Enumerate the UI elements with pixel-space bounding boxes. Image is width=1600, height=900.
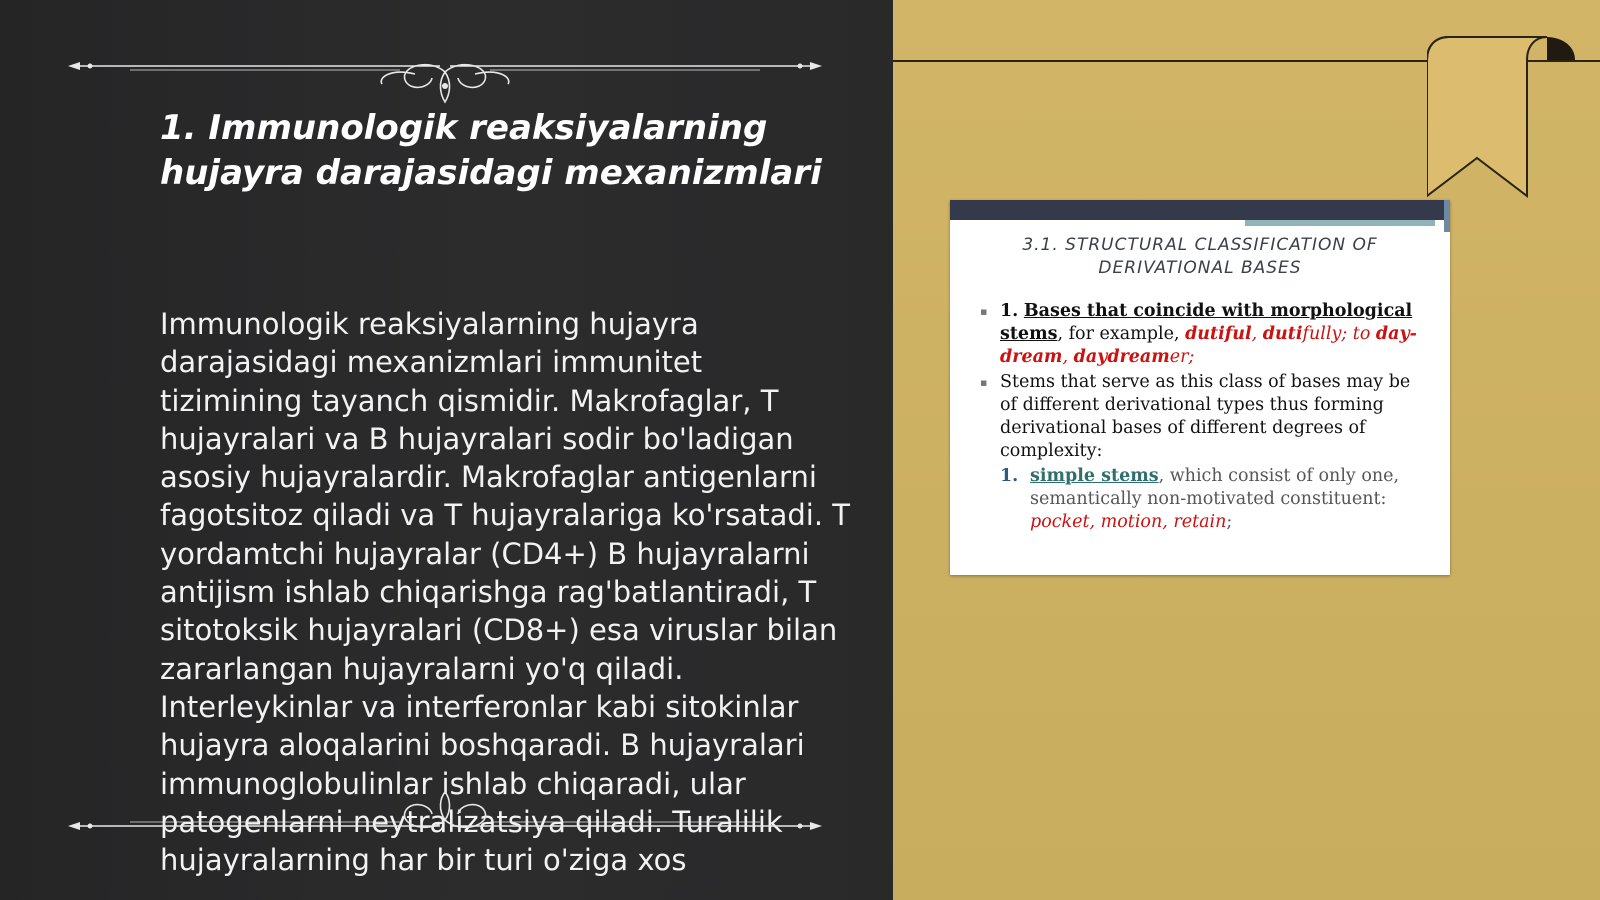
- item1-number: 1.: [1000, 301, 1019, 321]
- figure-list-item-1: [980, 300, 1420, 369]
- sub1-text: , which consist of only one, semantically non-motivated constituent:: [1030, 466, 1400, 509]
- sub1-term: simple stems: [1030, 466, 1159, 486]
- item1-example-2b: fully: [1302, 324, 1342, 344]
- sub1-end: ;: [1226, 512, 1233, 532]
- sub1-number: 1.: [1000, 466, 1019, 486]
- item1-title: Bases that coincide with morphological stems: [1000, 301, 1413, 344]
- figure-image: [950, 200, 1450, 575]
- item1-sep-2: ; to: [1341, 324, 1376, 344]
- item1-example-3: day-dream: [1000, 324, 1417, 367]
- slide-body-text: Immunologik reaksiyalarning hujayra darajasidagi mexanizmlari immunitet tizimining tayanch qismidir. Makrofaglar, T hujayralari va B hujayralari sodir bo'ladigan asosiy hujayralardir. Makrofaglar antigenlarni fagotsitoz qiladi va T hujayralariga ko'rsatadi. T yordamtchi hujayralar (CD4+) B hujayralarni antijism ishlab chiqarishga rag'batlantiradi, T sitotoksik hujayralari (CD8+) esa viruslar bilan zararlangan hujayralarni yo'q qiladi. Interleykinlar va interferonlar kabi sitokinlar hujayra aloqalarini boshqaradi. B hujayralari immunoglobulinlar ishlab chiqaradi, ular patogenlarni neytralizatsiya qiladi. Turalilik hujayralarning har bir turi o'ziga xos: [160, 307, 850, 878]
- image-panel: [893, 0, 1600, 900]
- item1-example-4a: daydream: [1073, 347, 1170, 367]
- item1-lead: , for example,: [1057, 324, 1186, 344]
- figure-header-bar: [950, 200, 1450, 220]
- slide-title: 1. Immunologik reaksiyalarning hujayra darajasidagi mexanizmlari: [160, 108, 822, 193]
- item1-example-2a: duti: [1262, 324, 1303, 344]
- item1-example-1: dutiful: [1185, 324, 1252, 344]
- item1-sep-1: ,: [1251, 324, 1263, 344]
- figure-heading-line1: 3.1. STRUCTURAL CLASSIFICATION OF: [1022, 235, 1378, 255]
- figure-header-accent: [1245, 220, 1435, 226]
- figure-list: [980, 300, 1420, 536]
- figure-heading-line2: DERIVATIONAL BASES: [1098, 258, 1302, 278]
- ribbon-bookmark-icon: [1427, 36, 1577, 201]
- item2-text: Stems that serve as this class of bases may be of different derivational types thus forming derivational bases of different degrees of complexity:: [1000, 372, 1411, 461]
- sub1-examples: pocket, motion, retain: [1030, 512, 1227, 532]
- ornament-divider-top: [60, 50, 830, 110]
- figure-sublist-item-1: [1000, 465, 1420, 534]
- ornament-divider-bottom: [60, 790, 830, 850]
- item1-example-4b: er;: [1169, 347, 1195, 367]
- item1-sep-3: ,: [1062, 347, 1074, 367]
- figure-header-edge: [1444, 200, 1450, 232]
- figure-heading: [970, 234, 1430, 280]
- figure-list-item-2: [980, 371, 1420, 534]
